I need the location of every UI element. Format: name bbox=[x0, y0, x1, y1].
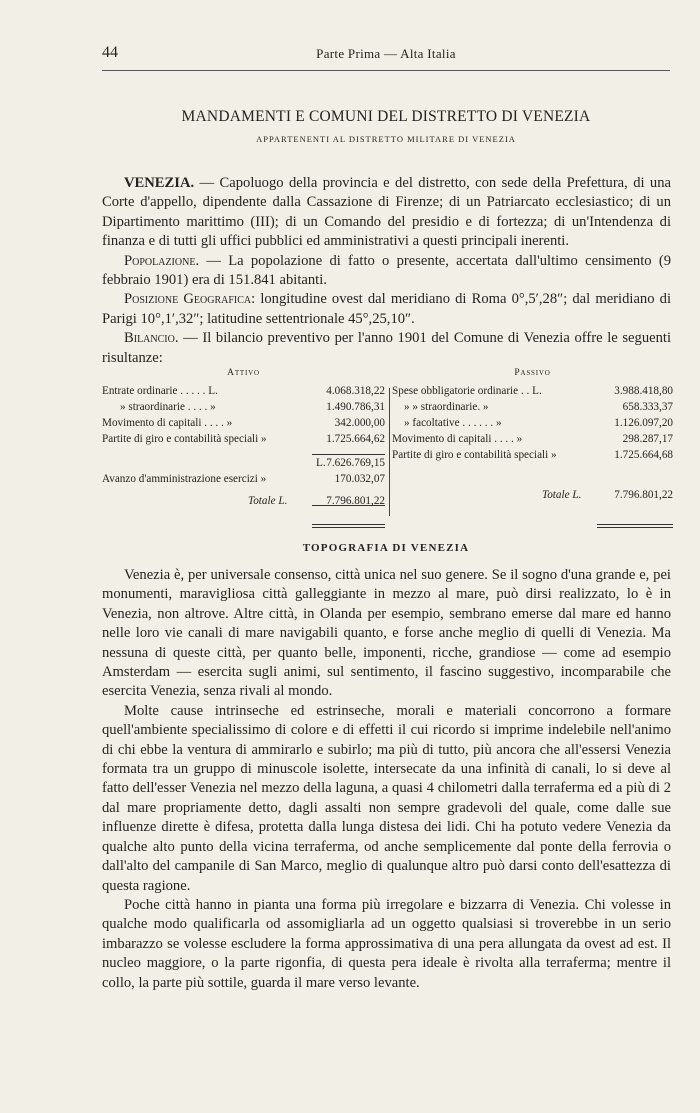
venezia-text: — Capoluogo della provincia e del distretto, con sede della Prefettura, di una Corte d'appello, dipendente dalla Cassazione di Firenze; di un Patriarcato ecclesiastico; di un Dipartimento marittimo (III); di un Comando del presidio e di fortezza; di un'Intendenza di finanza e di tutti gli uffici pubblici ed amministrativi a questi principali inerenti. bbox=[102, 175, 671, 250]
bilancio-lead: Bilancio. bbox=[124, 330, 179, 347]
row-label: Movimento di capitali . . . . » bbox=[392, 433, 523, 445]
row-value: 1.725.664,68 bbox=[614, 449, 673, 461]
topografia-paragraph: Poche città hanno in pianta una forma più irregolare e bizzarra di Venezia. Chi volesse in qualche modo qualificarla od assomigliarla ad un oggetto qualsiasi si troverebbe in un serio imbarazzo se volesse escludere la forma approssimativa di una pera allungata da ovest ad est. Il nucleo maggiore, o la parte rigonfia, di questa pera ideale è rivolta alla terraferma; mentre il collo, la parte più sottile, guarda il mare verso levante. bbox=[102, 896, 671, 991]
row-label: Totale L. bbox=[542, 489, 582, 501]
passivo-row bbox=[392, 449, 673, 465]
running-title: Parte Prima — Alta Italia bbox=[316, 46, 456, 61]
row-label: Spese obbligatorie ordinarie . . L. bbox=[392, 385, 542, 397]
topografia-paragraph: Venezia è, per universale consenso, città unica nel suo genere. Se il sogno d'una grande e, pei monumenti, maravigliosa città galleggiante in mezzo al mare, può dirsi realizzato, lo è in Venezia, non altrove. Altre città, in Olanda per esempio, sembrano emerse dal mare ed hanno nelle loro vie canali di mare navigabili quanto, e forse anche meglio di quelli di Venezia. Ma nessuna di queste città, per quanto belle, imponenti, ricche, grandiose — come ad esempio Amsterdam — esercita sugli animi, sul sentimento, il fascino suggestivo, incomparabile che esercita Venezia, senza rivali al mondo. bbox=[102, 567, 671, 700]
row-label: Avanzo d'amministrazione esercizi » bbox=[102, 473, 267, 485]
total-double-rule bbox=[597, 524, 673, 528]
row-value: 4.068.318,22 bbox=[326, 385, 385, 397]
posizione-lead: Posizione Geografica: bbox=[124, 291, 256, 308]
row-value: 1.126.097,20 bbox=[614, 417, 673, 429]
row-value: 1.490.786,31 bbox=[326, 401, 385, 413]
intro-text bbox=[102, 174, 671, 368]
topografia-title: TOPOGRAFIA DI VENEZIA bbox=[302, 542, 470, 554]
row-label: Entrate ordinarie . . . . . L. bbox=[102, 385, 218, 397]
row-value: 7.626.769,15 bbox=[326, 457, 385, 469]
attivo-header: Attivo bbox=[227, 368, 260, 378]
total-double-rule bbox=[312, 524, 385, 528]
row-value: 1.725.664,62 bbox=[326, 433, 385, 445]
subtotal-rule bbox=[312, 454, 385, 455]
section-subheading: APPARTENENTI AL DISTRETTO MILITARE DI VENEZIA bbox=[256, 134, 516, 144]
row-label: Partite di giro e contabilità speciali » bbox=[102, 433, 267, 445]
passivo-row bbox=[392, 401, 673, 417]
row-label: Totale L. bbox=[248, 495, 288, 507]
page-number: 44 bbox=[102, 44, 118, 61]
row-label: » » straordinarie. » bbox=[404, 401, 489, 413]
attivo-column bbox=[102, 368, 385, 511]
popolazione-lead: Popolazione. bbox=[124, 252, 200, 269]
bilancio-paragraph bbox=[102, 329, 671, 368]
topografia-text bbox=[102, 566, 671, 993]
row-label: Partite di giro e contabilità speciali » bbox=[392, 449, 557, 461]
topografia-paragraph: Molte cause intrinseche ed estrinseche, morali e materiali concorrono a formare quell'ambiente specialissimo di colore e di effetti il cui ricordo si imprime indelebile nell'animo di chi ebbe la ventura di ammirarlo e subirlo; ma più di tutto, più ancora che all'essersi Venezia formata tra un gruppo di minuscole isolette, intersecate da una infinità di canali, lo si deve al fatto dell'esser Venezia nel mezzo della laguna, a quasi 4 chilometri dalla terraferma ed a più di 2 dal mare propriamente detto, dagli assalti non sempre gradevoli del quale, come dalle sue influenze dirette è difesa, protetta dalla lunga distesa dei lidi. Chi ha potuto vedere Venezia da qualche alto punto della vicina terraferma, od anche semplicemente dal ponte della ferrovia o dall'alto del campanile di San Marco, meglio di qualunque altro può darsi conto dell'esattezza di questa ragione. bbox=[102, 702, 671, 894]
popolazione-text: — La popolazione di fatto o presente, accertata dall'ultimo censimento (9 febbraio 1901) era di 151.841 abitanti. bbox=[102, 252, 671, 289]
venezia-paragraph bbox=[102, 174, 671, 252]
row-label: » facoltative . . . . . . » bbox=[404, 417, 502, 429]
row-value: 3.988.418,80 bbox=[614, 385, 673, 397]
attivo-row bbox=[102, 401, 385, 417]
row-value: 342.000,00 bbox=[334, 417, 385, 429]
bilancio-text: — Il bilancio preventivo per l'anno 1901 del Comune di Venezia offre le seguenti risultanze: bbox=[102, 330, 671, 366]
row-label: L. bbox=[316, 457, 326, 469]
popolazione-paragraph bbox=[102, 252, 671, 291]
attivo-row bbox=[102, 417, 385, 433]
budget-table bbox=[102, 368, 673, 523]
venezia-lead: VENEZIA. bbox=[124, 175, 195, 191]
row-label: Movimento di capitali . . . . » bbox=[102, 417, 233, 429]
row-value: 298.287,17 bbox=[622, 433, 673, 445]
row-label: » straordinarie . . . . » bbox=[120, 401, 216, 413]
passivo-row bbox=[392, 385, 673, 401]
passivo-row bbox=[392, 417, 673, 433]
row-value: 658.333,37 bbox=[622, 401, 673, 413]
attivo-row bbox=[102, 433, 385, 449]
passivo-header: Passivo bbox=[514, 368, 551, 378]
row-value: 7.796.801,22 bbox=[326, 495, 385, 507]
passivo-column bbox=[392, 368, 673, 505]
attivo-avanzo-row bbox=[102, 473, 385, 489]
posizione-paragraph bbox=[102, 290, 671, 329]
row-value: 170.032,07 bbox=[334, 473, 385, 485]
attivo-row bbox=[102, 385, 385, 401]
posizione-text: longitudine ovest dal meridiano di Roma 0°,5′,28″; dal meridiano di Parigi 10°,1′,32″; latitudine settentrionale 45°,25,10″. bbox=[102, 291, 671, 327]
section-heading: MANDAMENTI E COMUNI DEL DISTRETTO DI VENEZIA bbox=[181, 108, 591, 125]
row-value: 7.796.801,22 bbox=[614, 489, 673, 501]
passivo-row bbox=[392, 433, 673, 449]
passivo-total-row bbox=[392, 489, 673, 505]
attivo-total-row bbox=[102, 495, 385, 511]
column-divider bbox=[389, 388, 390, 516]
running-head bbox=[102, 44, 670, 71]
attivo-subtotal-row bbox=[102, 457, 385, 473]
